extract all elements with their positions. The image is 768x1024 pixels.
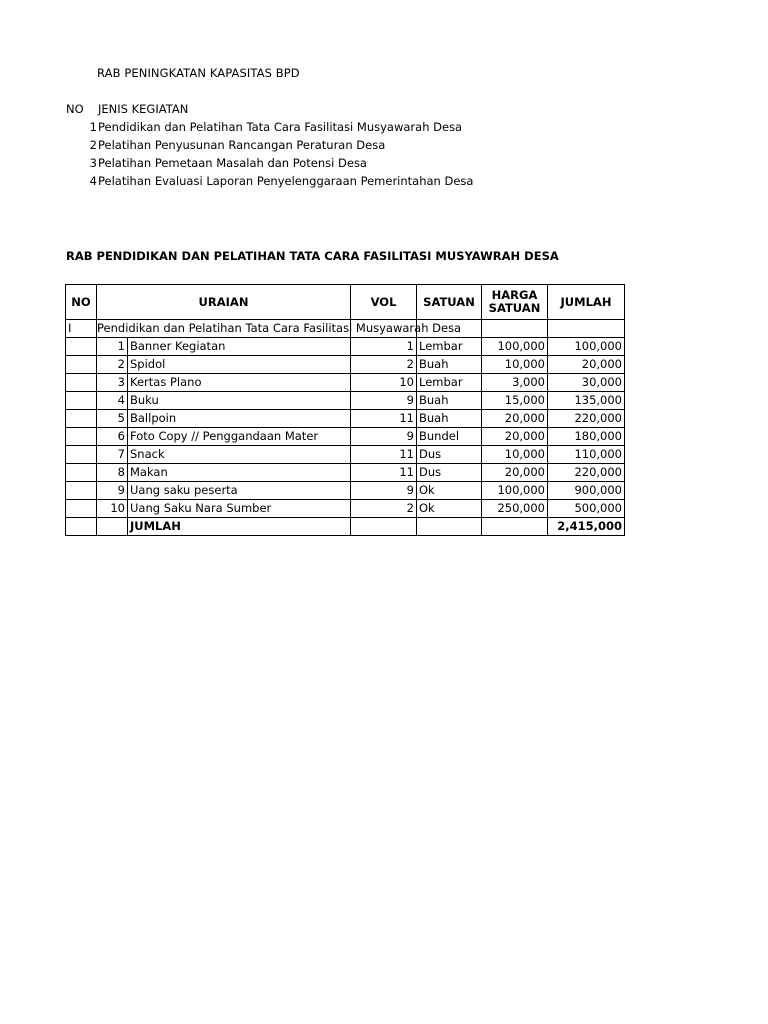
row-jumlah: 20,000 — [548, 356, 625, 374]
row-jumlah: 500,000 — [548, 500, 625, 518]
total-label: JUMLAH — [128, 518, 351, 536]
activity-list-item — [66, 120, 626, 138]
row-satuan: Dus — [417, 464, 482, 482]
row-satuan: Buah — [417, 410, 482, 428]
row-jumlah: 900,000 — [548, 482, 625, 500]
empty-cell — [66, 482, 97, 500]
activity-item-number: 3 — [89, 156, 97, 170]
row-no: 9 — [97, 482, 128, 500]
row-jumlah: 220,000 — [548, 410, 625, 428]
row-harga-satuan: 20,000 — [482, 428, 548, 446]
header-satuan: SATUAN — [417, 285, 482, 320]
row-satuan: Buah — [417, 392, 482, 410]
group-row — [66, 320, 625, 338]
row-jumlah: 100,000 — [548, 338, 625, 356]
row-no: 8 — [97, 464, 128, 482]
row-vol: 2 — [351, 500, 417, 518]
table-row — [66, 338, 625, 356]
row-harga-satuan: 250,000 — [482, 500, 548, 518]
row-harga-satuan: 15,000 — [482, 392, 548, 410]
row-satuan: Lembar — [417, 374, 482, 392]
activity-list-item — [66, 138, 626, 156]
row-no: 6 — [97, 428, 128, 446]
row-satuan: Lembar — [417, 338, 482, 356]
row-jumlah: 180,000 — [548, 428, 625, 446]
header-uraian: URAIAN — [97, 285, 351, 320]
empty-cell — [417, 518, 482, 536]
row-vol: 11 — [351, 446, 417, 464]
activity-item-label: Pelatihan Pemetaan Masalah dan Potensi Desa — [98, 156, 367, 170]
table-row — [66, 410, 625, 428]
row-harga-satuan: 20,000 — [482, 464, 548, 482]
row-harga-satuan: 100,000 — [482, 482, 548, 500]
group-row-no: I — [66, 320, 97, 338]
header-jumlah: JUMLAH — [548, 285, 625, 320]
empty-cell — [66, 428, 97, 446]
row-jumlah: 110,000 — [548, 446, 625, 464]
row-uraian: Spidol — [128, 356, 351, 374]
row-harga-satuan: 10,000 — [482, 446, 548, 464]
empty-cell — [66, 464, 97, 482]
empty-cell — [482, 518, 548, 536]
row-uraian: Kertas Plano — [128, 374, 351, 392]
activity-item-number: 2 — [89, 138, 97, 152]
row-uraian: Snack — [128, 446, 351, 464]
row-uraian: Uang saku peserta — [128, 482, 351, 500]
empty-cell — [351, 518, 417, 536]
section-title: RAB PENDIDIKAN DAN PELATIHAN TATA CARA FASILITASI MUSYAWRAH DESA — [66, 249, 559, 263]
empty-cell — [66, 338, 97, 356]
table-row — [66, 428, 625, 446]
empty-cell — [66, 446, 97, 464]
empty-cell — [97, 518, 128, 536]
empty-cell — [66, 356, 97, 374]
row-vol: 1 — [351, 338, 417, 356]
row-no: 5 — [97, 410, 128, 428]
activity-list-no-header: NO — [66, 102, 84, 116]
row-vol: 9 — [351, 392, 417, 410]
header-vol: VOL — [351, 285, 417, 320]
header-no: NO — [66, 285, 97, 320]
row-uraian: Uang Saku Nara Sumber — [128, 500, 351, 518]
row-uraian: Buku — [128, 392, 351, 410]
table-header-row — [66, 285, 625, 320]
row-satuan: Bundel — [417, 428, 482, 446]
document-title: RAB PENINGKATAN KAPASITAS BPD — [97, 66, 300, 80]
row-satuan: Ok — [417, 482, 482, 500]
header-harga-satuan — [482, 285, 548, 320]
row-vol: 2 — [351, 356, 417, 374]
row-satuan: Dus — [417, 446, 482, 464]
row-vol: 10 — [351, 374, 417, 392]
activity-item-label: Pelatihan Evaluasi Laporan Penyelenggaraan Pemerintahan Desa — [98, 174, 474, 188]
row-jumlah: 30,000 — [548, 374, 625, 392]
empty-cell — [66, 374, 97, 392]
row-uraian: Makan — [128, 464, 351, 482]
row-harga-satuan: 3,000 — [482, 374, 548, 392]
table-row — [66, 356, 625, 374]
row-no: 1 — [97, 338, 128, 356]
table-row — [66, 464, 625, 482]
group-row-label: Pendidikan dan Pelatihan Tata Cara Fasilitasi Musyawarah Desa — [97, 320, 351, 338]
empty-cell — [66, 392, 97, 410]
row-uraian: Foto Copy // Penggandaan Mater — [128, 428, 351, 446]
empty-cell — [66, 500, 97, 518]
activity-item-label: Pendidikan dan Pelatihan Tata Cara Fasilitasi Musyawarah Desa — [98, 120, 463, 134]
budget-table — [65, 284, 625, 536]
row-harga-satuan: 100,000 — [482, 338, 548, 356]
activity-item-number: 1 — [89, 120, 97, 134]
row-jumlah: 220,000 — [548, 464, 625, 482]
row-satuan: Buah — [417, 356, 482, 374]
row-jumlah: 135,000 — [548, 392, 625, 410]
row-uraian: Ballpoin — [128, 410, 351, 428]
row-harga-satuan: 20,000 — [482, 410, 548, 428]
row-no: 10 — [97, 500, 128, 518]
table-row — [66, 392, 625, 410]
header-harga-line2: SATUAN — [488, 301, 541, 315]
empty-cell — [548, 320, 625, 338]
empty-cell — [482, 320, 548, 338]
row-no: 2 — [97, 356, 128, 374]
row-no: 3 — [97, 374, 128, 392]
activity-item-number: 4 — [89, 174, 97, 188]
row-uraian: Banner Kegiatan — [128, 338, 351, 356]
activity-list-jenis-header: JENIS KEGIATAN — [98, 102, 189, 116]
table-row — [66, 446, 625, 464]
row-vol: 11 — [351, 464, 417, 482]
row-vol: 11 — [351, 410, 417, 428]
row-no: 7 — [97, 446, 128, 464]
total-jumlah: 2,415,000 — [548, 518, 625, 536]
activity-list-item — [66, 174, 626, 192]
table-row — [66, 482, 625, 500]
header-harga-line1: HARGA — [491, 288, 538, 302]
table-row — [66, 374, 625, 392]
row-vol: 9 — [351, 482, 417, 500]
empty-cell — [66, 518, 97, 536]
row-no: 4 — [97, 392, 128, 410]
total-row — [66, 518, 625, 536]
activity-item-label: Pelatihan Penyusunan Rancangan Peraturan Desa — [98, 138, 386, 152]
table-row — [66, 500, 625, 518]
activity-list-item — [66, 156, 626, 174]
row-satuan: Ok — [417, 500, 482, 518]
row-harga-satuan: 10,000 — [482, 356, 548, 374]
empty-cell — [66, 410, 97, 428]
row-vol: 9 — [351, 428, 417, 446]
